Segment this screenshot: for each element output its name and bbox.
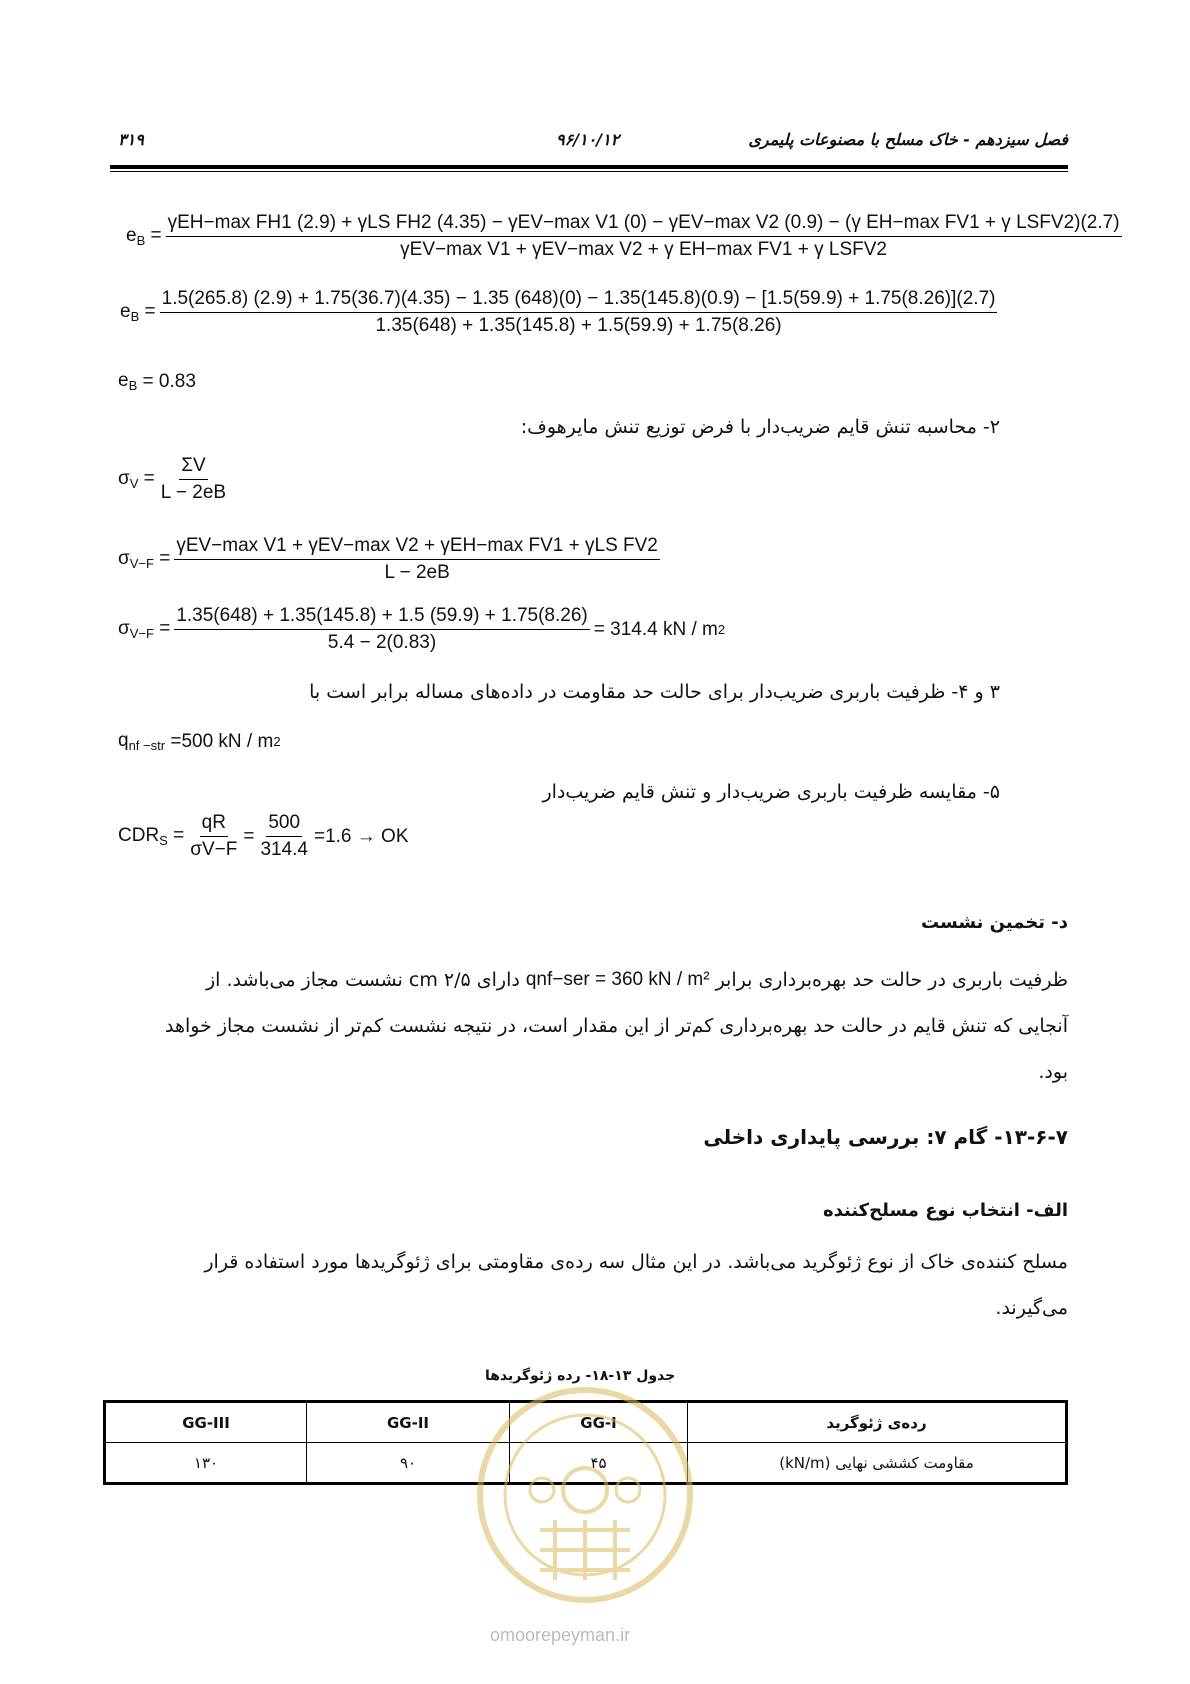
print-date: ۹۶/۱۰/۱۲ xyxy=(556,130,620,149)
step-5-text: ۵- مقایسه ظرفیت باربری ضریب‌دار و تنش قایم ضریب‌دار xyxy=(542,781,1000,803)
qnf-str: $q_{nf -str}$ =500 kN / m 2 xyxy=(118,730,281,753)
sigma-vf-values-denominator: 5.4 − 2(0.83) xyxy=(327,632,437,653)
settlement-line-2: آنجایی که تنش قایم در حالت حد بهره‌برداری کم‌تر از این مقدار است، در نتیجه نشست کم‌تر از نشست مجاز خواهد xyxy=(164,1015,1068,1037)
table-header-cell: GG-II xyxy=(307,1402,510,1443)
eb-formula-denominator: γEV−max V1 + γEV−max V2 + γ EH−max FV1 + γ LSFV2 xyxy=(400,239,887,260)
eb-values-numerator: 1.5(265.8) (2.9) + 1.75(36.7)(4.35) − 1.35 (648)(0) − 1.35(145.8)(0.9) − [1.5(59.9) + 1.75(8.26)](2.7) xyxy=(160,288,998,313)
page-number: ۳۱۹ xyxy=(118,130,144,149)
row-unit: (kN/m) xyxy=(779,1453,831,1472)
cdr-num2: 500 xyxy=(266,812,302,837)
header-rule-thin xyxy=(110,171,1068,172)
section-subheading: الف- انتخاب نوع مسلح‌کننده xyxy=(822,1200,1068,1221)
table-cell: ۱۳۰ xyxy=(105,1443,307,1484)
sigma-vf-denominator: L − 2eB xyxy=(384,562,450,583)
watermark-site: omoorepeyman.ir xyxy=(490,1625,631,1645)
cdr-result: =1.6 → OK xyxy=(313,825,409,847)
cdr-formula: $CDR_S$ = $\frac{qR}{\sigma V-F}$ = $\frac{500}{314.4}$ =1.6 → OK xyxy=(118,812,409,860)
table-row-label: مقاومت کششی نهایی (kN/m) xyxy=(688,1443,1067,1484)
eb-values-denominator: 1.35(648) + 1.35(145.8) + 1.5(59.9) + 1.75(8.26) xyxy=(375,315,782,336)
table-header-cell: GG-III xyxy=(105,1402,307,1443)
section-heading: ۱۳-۶-۷- گام ۷: بررسی پایداری داخلی xyxy=(703,1125,1068,1149)
eb-formula: $e_B$ = γEH−max FH1 (2.9) + γLS FH2 (4.35) − γEV−max V1 (0) − γEV−max V2 (0.9) − (γ EH−max FV1 + γ LSFV2)(2.7) γEV−max V1 + γEV−max V2 + γ EH−max FV1 + γ LSFV2 xyxy=(126,212,1120,260)
chapter-title: فصل سیزدهم - خاک مسلح با مصنوعات پلیمری xyxy=(748,130,1068,149)
eb-result: $e_B$ = 0.83 xyxy=(118,370,196,393)
eb-formula-numerator: γEH−max FH1 (2.9) + γLS FH2 (4.35) − γEV−max V1 (0) − γEV−max V2 (0.9) − (γ EH−max FV1 + γ LSFV2)(2.7) xyxy=(166,212,1122,237)
step-34-text: ۳ و ۴- ظرفیت باربری ضریب‌دار برای حالت حد مقاومت در داده‌های مساله برابر است با xyxy=(309,681,1000,703)
sigma-vf-numerator: γEV−max V1 + γEV−max V2 + γEH−max FV1 + γLS FV2 xyxy=(174,535,660,560)
settlement-line-1: ظرفیت باربری در حالت حد بهره‌برداری برابر qnf−ser = 360 kN / m² دارای ۲/۵ cm نشست مجاز می‌باشد. از xyxy=(118,958,1068,1002)
step-2-text: ۲- محاسبه تنش قایم ضریب‌دار با فرض توزیع تنش مایرهوف: xyxy=(520,416,1000,438)
table-cell: ۴۵ xyxy=(510,1443,688,1484)
sigma-v-denominator: L − 2eB xyxy=(160,482,227,503)
sigma-vf-values-numerator: 1.35(648) + 1.35(145.8) + 1.5 (59.9) + 1.75(8.26) xyxy=(174,605,589,630)
eb-values: $e_B$ = 1.5(265.8) (2.9) + 1.75(36.7)(4.35) − 1.35 (648)(0) − 1.35(145.8)(0.9) − [1.5(59.9) + 1.75(8.26)](2.7) 1.35(648) + 1.35(145.8) + 1.5(59.9) + 1.75(8.26) xyxy=(120,288,996,336)
watermark-seal-icon xyxy=(470,1380,700,1620)
sigma-v-formula: $\sigma_V$ = $\frac{\Sigma V}{L - 2eB}$ xyxy=(118,455,227,503)
header-rule-thick xyxy=(110,165,1068,169)
settlement-heading: د- تخمین نشست xyxy=(920,912,1068,933)
sigma-vf-formula: $\sigma_{V-F}$ = $\frac{\text{γEV−max V1 + γEV−max V2 + γEH−max FV1 + γLS FV2}}{L - 2eB}$ xyxy=(118,535,658,583)
qnf-ser-formula: qnf−ser = 360 kN / m² xyxy=(525,969,710,990)
cdr-den1: σV−F xyxy=(190,839,238,860)
section-para-line-1: مسلح کننده‌ی خاک از نوع ژئوگرید می‌باشد. در این مثال سه رده‌ی مقاومتی برای ژئوگریدها مورد استفاده قرار xyxy=(204,1251,1068,1273)
table-cell: ۹۰ xyxy=(307,1443,510,1484)
table-caption: جدول ۱۳-۱۸- رده ژئوگریدها xyxy=(485,1368,676,1384)
sigma-vf-result: = 314.4 kN / m xyxy=(593,618,718,640)
table-header-cell: GG-I xyxy=(510,1402,688,1443)
settlement-line-3: بود. xyxy=(1038,1061,1068,1083)
section-para-line-2: می‌گیرند. xyxy=(995,1297,1068,1319)
sigma-v-numerator: ΣV xyxy=(179,455,207,480)
cdr-den2: 314.4 xyxy=(260,839,308,860)
sigma-vf-values: $\sigma_{V-F}$ = $\frac{1.35(648) + 1.35(145.8) + 1.5 (59.9) + 1.75(8.26)}{5.4 - 2(0.83)}$ = 314.4 kN / m 2 xyxy=(118,605,726,653)
table-header-cell: رده‌ی ژئوگرید xyxy=(688,1402,1067,1443)
cdr-num1: qR xyxy=(200,812,228,837)
